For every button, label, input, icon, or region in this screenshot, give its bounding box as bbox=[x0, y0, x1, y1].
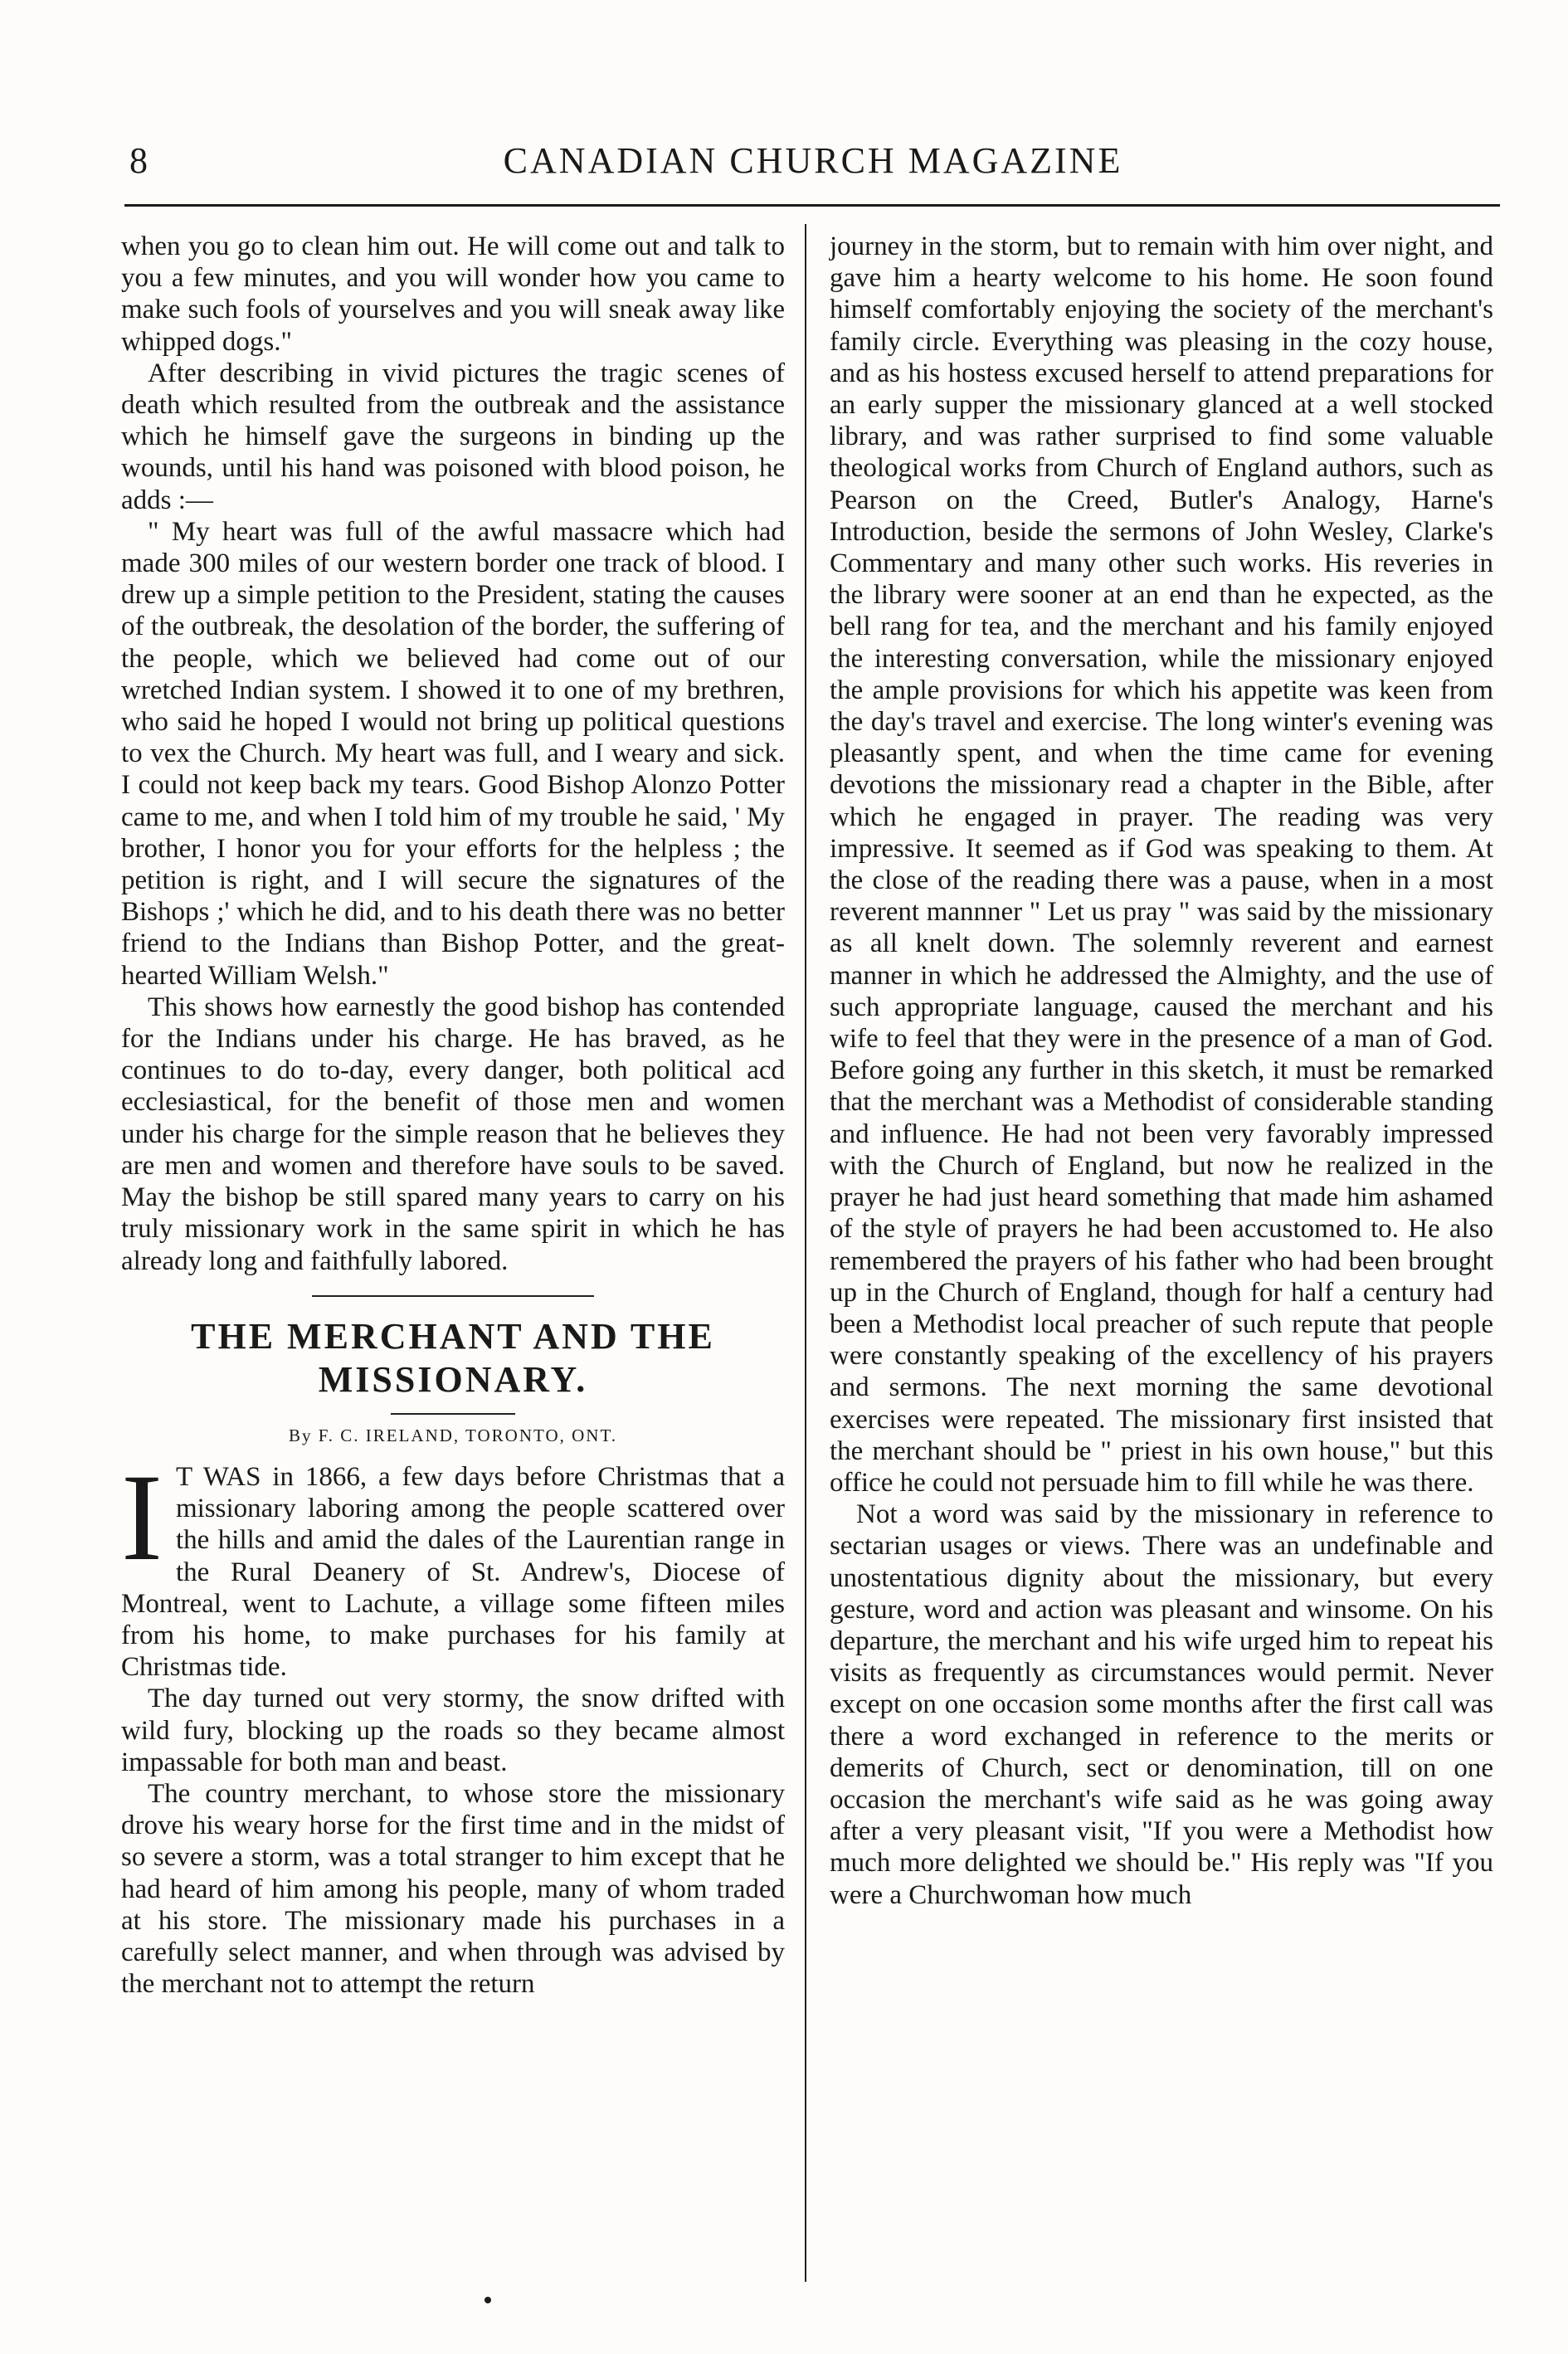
running-title: CANADIAN CHURCH MAGAZINE bbox=[503, 140, 1123, 181]
byline: By F. C. IRELAND, TORONTO, ONT. bbox=[289, 1425, 617, 1445]
left-column bbox=[121, 231, 785, 2000]
page-number: 8 bbox=[129, 140, 149, 181]
paragraph: The day turned out very stormy, the snow drifted with wild fury, blocking up the roads so they became almost impassable for both man and beast. bbox=[121, 1684, 785, 1777]
quoted-paragraph: " My heart was full of the awful massacre which had made 300 miles of our western border one track of blood. I drew up a simple petition to the President, stating the causes of the outbreak, the desolation of the border, the suffering of the people, which we believed had come out of our wretched Indian system. I showed it to one of my brethren, who said he hoped I would not bring up political questions to vex the Church. My heart was full, and I weary and sick. I could not keep back my tears. Good Bishop Alonzo Potter came to me, and when I told him of my trouble he said, ' My brother, I honor you for your efforts for the helpless ; the petition is right, and I will secure the signatures of the Bishops ;' which he did, and to his death there was no better friend to the Indians than Bishop Potter, and the great-hearted William Welsh." bbox=[121, 516, 785, 991]
opening-paragraph bbox=[121, 1448, 785, 1683]
column-divider bbox=[805, 224, 806, 2282]
right-column bbox=[830, 231, 1493, 1911]
header-rule bbox=[124, 204, 1500, 207]
drop-cap: I bbox=[121, 1448, 163, 1586]
byline-rule bbox=[391, 1413, 515, 1415]
opening-text: T WAS in 1866, a few days before Christmas that a missionary laboring among the people scattered over the hills and amid the dales of the Laurentian range in the Rural Deanery of St. Andrew's, Diocese of Montreal, went to Lachute, a village some fifteen miles from his home, to make purchases for his family at Christmas tide. bbox=[121, 1461, 785, 1683]
article-title: THE MERCHANT AND THE MISSIONARY. bbox=[191, 1315, 715, 1400]
page-header bbox=[124, 139, 1502, 189]
paragraph: Not a word was said by the missionary in reference to sectarian usages or views. There was an undefinable and unostentatious dignity about the missionary, but every gesture, word and action was pleasant and winsome. On his departure, the merchant and his wife urged him to repeat his visits as frequently as circumstances would permit. Never except on one occasion some months after the first call was there a word exchanged in reference to the merits or demerits of Church, sect or denomination, till on one occasion the merchant's wife said as he was going away after a very pleasant visit, "If you were a Methodist how much more delighted we should be." His reply was "If you were a Churchwoman how much bbox=[830, 1499, 1493, 1910]
paragraph: The country merchant, to whose store the missionary drove his weary horse for the first time and in the midst of so severe a storm, was a total stranger to him except that he had heard of him among his people, many of whom traded at his store. The missionary made his purchases in a carefully select manner, and when through was advised by the merchant not to attempt the return bbox=[121, 1778, 785, 2000]
section-divider bbox=[312, 1295, 594, 1297]
page-dot-mark bbox=[485, 2297, 491, 2303]
paragraph: After describing in vivid pictures the tragic scenes of death which resulted from the outbreak and the assistance which he himself gave the surgeons in binding up the wounds, until his hand was poisoned with blood poison, he adds :— bbox=[121, 358, 785, 515]
paragraph: This shows how earnestly the good bishop has contended for the Indians under his charge. He has braved, as he continues to do to-day, every danger, both political acd ecclesiastical, for the benefit of those men and women under his charge for the simple reason that he believes they are men and women and therefore have souls to be saved. May the bishop be still spared many years to carry on his truly missionary work in the same spirit in which he has already long and faithfully labored. bbox=[121, 992, 785, 1276]
paragraph: journey in the storm, but to remain with him over night, and gave him a hearty welcome to his home. He soon found himself comfortably enjoying the society of the merchant's family circle. Everything was pleasing in the cozy house, and as his hostess excused herself to attend preparations for an early supper the missionary glanced at a well stocked library, and was rather surprised to find some valuable theological works from Church of England authors, such as Pearson on the Creed, Butler's Analogy, Harne's Introduction, beside the sermons of John Wesley, Clarke's Commentary and many other such works. His reveries in the library were sooner at an end than he expected, as the bell rang for tea, and the merchant and his family enjoyed the interesting conversation, while the missionary enjoyed the ample provisions for which his appetite was keen from the day's travel and exercise. The long winter's evening was pleasantly spent, and when the time came for evening devotions the missionary read a chapter in the Bible, after which he engaged in prayer. The reading was very impressive. It seemed as if God was speaking to them. At the close of the reading there was a pause, when in a most reverent mannner " Let us pray " was said by the missionary as all knelt down. The solemnly reverent and earnest manner in which he addressed the Almighty, and the use of such appropriate language, caused the merchant and his wife to feel that they were in the presence of a man of God. Before going any further in this sketch, it must be remarked that the merchant was a Methodist of considerable standing and influence. He had not been very favorably impressed with the Church of England, but now he realized in the prayer he had just heard something that made him ashamed of the style of prayers he had been accustomed to. He also remembered the prayers of his father who had been brought up in the Church of England, though for half a century had been a Methodist local preacher of such repute that people were constantly speaking of the excellency of his prayers and sermons. The next morning the same devotional exercises were repeated. The missionary first insisted that the merchant should be " priest in his own house," but this office he could not persuade him to fill while he was there. bbox=[830, 232, 1493, 1498]
paragraph: when you go to clean him out. He will come out and talk to you a few minutes, and you will wonder how you came to make such fools of yourselves and you will sneak away like whipped dogs." bbox=[121, 232, 785, 357]
